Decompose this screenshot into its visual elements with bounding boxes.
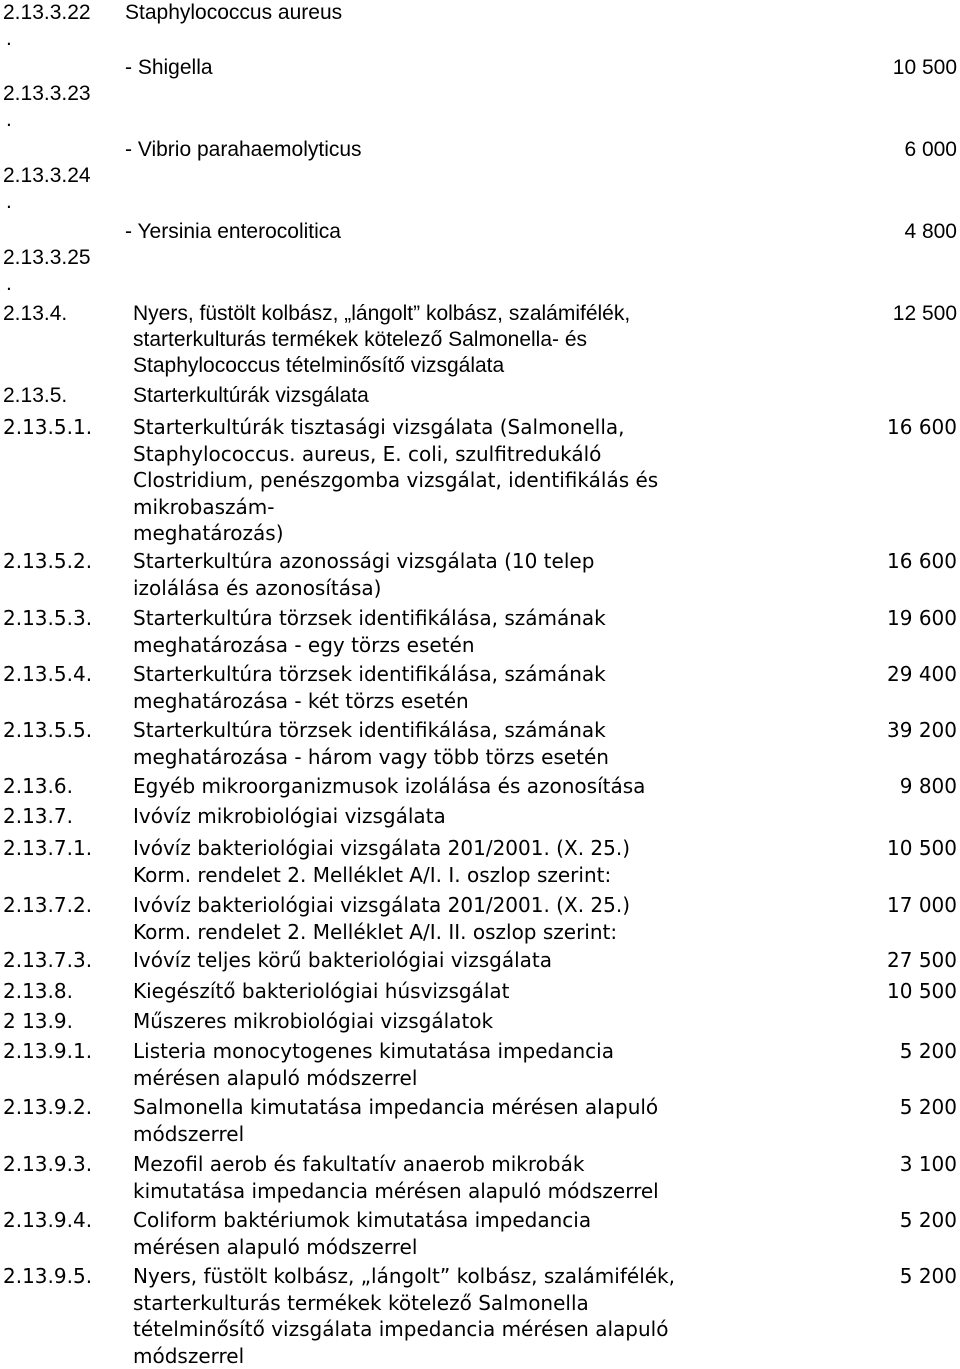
item-price: 16 600 bbox=[887, 548, 957, 575]
description-line: mikrobaszám- bbox=[133, 494, 658, 521]
item-description bbox=[125, 219, 341, 245]
description-line: Listeria monocytogenes kimutatása impedancia bbox=[133, 1038, 614, 1065]
item-price: 27 500 bbox=[887, 947, 957, 974]
description-line: - Shigella bbox=[125, 55, 213, 81]
item-code bbox=[3, 978, 73, 1005]
item-code-tail: . bbox=[3, 189, 91, 215]
item-code bbox=[3, 717, 92, 744]
item-price: 19 600 bbox=[887, 605, 957, 632]
item-code bbox=[3, 245, 91, 297]
item-code bbox=[3, 414, 92, 441]
item-code-number: 2.13.3.22 bbox=[3, 1, 91, 24]
description-line: Clostridium, penészgomba vizsgálat, identifikálás és bbox=[133, 467, 658, 494]
item-code bbox=[3, 383, 67, 409]
item-code bbox=[3, 773, 73, 800]
item-description bbox=[133, 1094, 658, 1147]
item-description bbox=[133, 773, 645, 800]
description-line: Műszeres mikrobiológiai vizsgálatok bbox=[133, 1008, 493, 1035]
description-line: Coliform baktériumok kimutatása impedancia bbox=[133, 1207, 591, 1234]
description-line: Korm. rendelet 2. Melléklet A/I. I. oszlop szerint: bbox=[133, 862, 630, 889]
item-code-number: 2.13.3.23 bbox=[3, 82, 91, 105]
item-code bbox=[3, 1207, 92, 1234]
item-description bbox=[133, 1207, 591, 1260]
item-price: 39 200 bbox=[887, 717, 957, 744]
item-price: 10 500 bbox=[887, 978, 957, 1005]
description-line: Ivóvíz teljes körű bakteriológiai vizsgálata bbox=[133, 947, 552, 974]
description-line: Starterkultúrák vizsgálata bbox=[133, 383, 369, 409]
item-description bbox=[133, 301, 630, 379]
item-code-number: 2.13.5.2. bbox=[3, 549, 92, 573]
description-line: Starterkultúra törzsek identifikálása, számának bbox=[133, 717, 609, 744]
description-line: - Vibrio parahaemolyticus bbox=[125, 137, 362, 163]
item-price: 6 000 bbox=[904, 137, 957, 163]
description-line: Egyéb mikroorganizmusok izolálása és azonosítása bbox=[133, 773, 645, 800]
item-description bbox=[133, 1008, 493, 1035]
description-line: kimutatása impedancia mérésen alapuló módszerrel bbox=[133, 1178, 659, 1205]
item-code bbox=[3, 892, 92, 919]
description-line: Nyers, füstölt kolbász, „lángolt” kolbász, szalámifélék, bbox=[133, 1263, 675, 1290]
item-price: 9 800 bbox=[900, 773, 957, 800]
description-line: Staphylococcus aureus bbox=[125, 0, 342, 26]
item-code bbox=[3, 1263, 92, 1290]
description-line: Staphylococcus. aureus, E. coli, szulfitredukáló bbox=[133, 441, 658, 468]
item-code-number: 2.13.9.1. bbox=[3, 1039, 92, 1063]
description-line: Starterkultúra azonossági vizsgálata (10 telep bbox=[133, 548, 594, 575]
item-code-number: 2.13.7. bbox=[3, 804, 73, 828]
item-code bbox=[3, 947, 92, 974]
description-line: Ivóvíz bakteriológiai vizsgálata 201/2001. (X. 25.) bbox=[133, 892, 630, 919]
description-line: mérésen alapuló módszerrel bbox=[133, 1065, 614, 1092]
item-code bbox=[3, 835, 92, 862]
item-code bbox=[3, 1038, 92, 1065]
item-code-number: 2.13.6. bbox=[3, 774, 73, 798]
item-description bbox=[133, 717, 609, 770]
description-line: Mezofil aerob és fakultatív anaerob mikrobák bbox=[133, 1151, 659, 1178]
description-line: mérésen alapuló módszerrel bbox=[133, 1234, 591, 1261]
item-description bbox=[133, 803, 446, 830]
description-line: Kiegészítő bakteriológiai húsvizsgálat bbox=[133, 978, 509, 1005]
item-code-number: 2.13.5.1. bbox=[3, 415, 92, 439]
description-line: módszerrel bbox=[133, 1343, 675, 1369]
item-description bbox=[133, 1263, 675, 1369]
item-code-number: 2.13.9.3. bbox=[3, 1152, 92, 1176]
description-line: Starterkultúra törzsek identifikálása, számának bbox=[133, 605, 606, 632]
item-code-number: 2.13.7.1. bbox=[3, 836, 92, 860]
item-code bbox=[3, 301, 67, 327]
description-line: - Yersinia enterocolitica bbox=[125, 219, 341, 245]
item-price: 10 500 bbox=[887, 835, 957, 862]
item-price: 5 200 bbox=[900, 1263, 957, 1290]
item-code bbox=[3, 661, 92, 688]
description-line: starterkulturás termékek kötelező Salmonella bbox=[133, 1290, 675, 1317]
item-code-number: 2.13.3.25 bbox=[3, 246, 91, 269]
item-code-number: 2.13.7.3. bbox=[3, 948, 92, 972]
description-line: izolálása és azonosítása) bbox=[133, 575, 594, 602]
item-description bbox=[125, 137, 362, 163]
description-line: meghatározása - három vagy több törzs esetén bbox=[133, 744, 609, 771]
item-code bbox=[3, 1008, 73, 1035]
item-description bbox=[133, 1151, 659, 1204]
item-description bbox=[125, 0, 342, 26]
item-code-number: 2.13.5. bbox=[3, 384, 67, 407]
item-price: 5 200 bbox=[900, 1094, 957, 1121]
item-code-number: 2 13.9. bbox=[3, 1009, 73, 1033]
description-line: meghatározása - egy törzs esetén bbox=[133, 632, 606, 659]
item-code bbox=[3, 548, 92, 575]
item-price: 12 500 bbox=[893, 301, 957, 327]
item-price: 4 800 bbox=[904, 219, 957, 245]
item-code-number: 2.13.5.3. bbox=[3, 606, 92, 630]
description-line: tételminősítő vizsgálata impedancia mérésen alapuló bbox=[133, 1316, 675, 1343]
item-description bbox=[133, 835, 630, 888]
item-code bbox=[3, 605, 92, 632]
description-line: meghatározás) bbox=[133, 520, 658, 547]
item-price: 5 200 bbox=[900, 1038, 957, 1065]
item-description bbox=[133, 548, 594, 601]
item-code-number: 2.13.5.5. bbox=[3, 718, 92, 742]
item-code bbox=[3, 1151, 92, 1178]
item-code-number: 2.13.7.2. bbox=[3, 893, 92, 917]
item-code-tail: . bbox=[3, 271, 91, 297]
description-line: Ivóvíz mikrobiológiai vizsgálata bbox=[133, 803, 446, 830]
description-line: Ivóvíz bakteriológiai vizsgálata 201/2001. (X. 25.) bbox=[133, 835, 630, 862]
item-description bbox=[125, 55, 213, 81]
item-code-number: 2.13.9.2. bbox=[3, 1095, 92, 1119]
item-price: 17 000 bbox=[887, 892, 957, 919]
item-code bbox=[3, 1094, 92, 1121]
item-code-number: 2.13.8. bbox=[3, 979, 73, 1003]
item-code-number: 2.13.9.4. bbox=[3, 1208, 92, 1232]
item-description bbox=[133, 892, 630, 945]
item-code-number: 2.13.4. bbox=[3, 302, 67, 325]
item-description bbox=[133, 947, 552, 974]
item-code bbox=[3, 81, 91, 133]
item-code-number: 2.13.5.4. bbox=[3, 662, 92, 686]
item-code-tail: . bbox=[3, 107, 91, 133]
item-price: 29 400 bbox=[887, 661, 957, 688]
item-code bbox=[3, 0, 91, 52]
description-line: meghatározása - két törzs esetén bbox=[133, 688, 606, 715]
item-price: 3 100 bbox=[900, 1151, 957, 1178]
description-line: starterkulturás termékek kötelező Salmonella- és bbox=[133, 327, 630, 353]
item-code-tail: . bbox=[3, 26, 91, 52]
item-code bbox=[3, 163, 91, 215]
description-line: módszerrel bbox=[133, 1121, 658, 1148]
description-line: Salmonella kimutatása impedancia mérésen alapuló bbox=[133, 1094, 658, 1121]
item-price: 10 500 bbox=[893, 55, 957, 81]
description-line: Staphylococcus tételminősítő vizsgálata bbox=[133, 353, 630, 379]
item-code bbox=[3, 803, 73, 830]
item-price: 16 600 bbox=[887, 414, 957, 441]
item-code-number: 2.13.3.24 bbox=[3, 164, 91, 187]
description-line: Korm. rendelet 2. Melléklet A/I. II. oszlop szerint: bbox=[133, 919, 630, 946]
item-description bbox=[133, 383, 369, 409]
description-line: Nyers, füstölt kolbász, „lángolt” kolbász, szalámifélék, bbox=[133, 301, 630, 327]
description-line: Starterkultúra törzsek identifikálása, számának bbox=[133, 661, 606, 688]
item-description bbox=[133, 661, 606, 714]
item-description bbox=[133, 414, 658, 547]
item-price: 5 200 bbox=[900, 1207, 957, 1234]
item-description bbox=[133, 1038, 614, 1091]
item-description bbox=[133, 605, 606, 658]
item-code-number: 2.13.9.5. bbox=[3, 1264, 92, 1288]
description-line: Starterkultúrák tisztasági vizsgálata (Salmonella, bbox=[133, 414, 658, 441]
item-description bbox=[133, 978, 509, 1005]
